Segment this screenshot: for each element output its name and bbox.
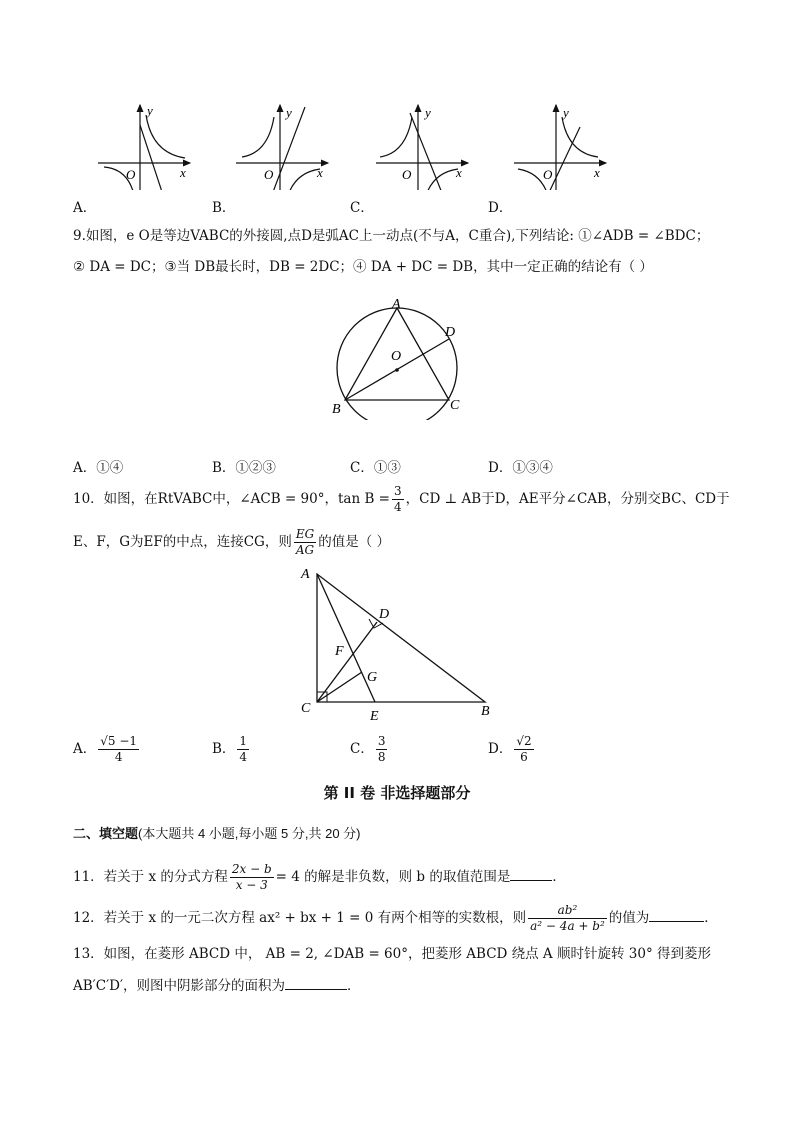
- section2-heading: 二、填空题(本大题共 4 小题,每小题 5 分,共 20 分): [73, 826, 361, 841]
- q10-label-g: G: [367, 670, 378, 685]
- svg-text:y: y: [425, 105, 431, 120]
- q9-label-c: C: [450, 398, 460, 413]
- q9-option-a[interactable]: A．①④: [73, 460, 124, 476]
- q9-circle-figure: [325, 290, 475, 420]
- graph-a-origin: O: [126, 167, 136, 182]
- svg-text:x: x: [180, 165, 186, 180]
- svg-text:x: x: [594, 165, 600, 180]
- q9-label-o: O: [391, 349, 402, 364]
- q9-option-d[interactable]: D．①③④: [488, 460, 553, 476]
- q10-triangle-figure: [295, 562, 505, 727]
- svg-text:O: O: [264, 167, 274, 182]
- q10-option-c[interactable]: C． $\frac{3}{8}$: [350, 734, 386, 764]
- part2-title: 第 II 卷 非选择题部分: [323, 784, 471, 802]
- q10-label-d: D: [379, 607, 390, 622]
- q8-option-d[interactable]: D．: [488, 200, 513, 216]
- q13-answer-blank[interactable]: [285, 977, 347, 990]
- q9-label-b: B: [332, 402, 341, 417]
- graph-d: [514, 105, 606, 190]
- q10-label-f: F: [335, 644, 344, 659]
- q10-label-c: C: [301, 701, 311, 716]
- q11-answer-blank[interactable]: [510, 868, 552, 881]
- q9-option-b[interactable]: B．①②③: [212, 460, 276, 476]
- svg-text:O: O: [402, 167, 412, 182]
- q10-label-e: E: [370, 709, 379, 724]
- q13-stem-line1: 13．如图，在菱形 ABCD 中， AB = 2, ∠DAB = 60°，把菱形 ABCD 绕点 A 顺时针旋转 30° 得到菱形: [73, 946, 711, 962]
- q13-stem-line2: AB′C′D′，则图中阴影部分的面积为 ．: [73, 978, 361, 994]
- graph-a: [98, 103, 190, 190]
- svg-text:x: x: [317, 165, 323, 180]
- q10-label-b: B: [481, 704, 490, 719]
- q10-stem-line2: E、F，G为EF的中点，连接CG，则 $\frac{EG}{AG}$ 的值是（ ）: [73, 527, 390, 557]
- svg-text:y: y: [286, 105, 292, 120]
- svg-text:y: y: [147, 103, 153, 118]
- q9-option-c[interactable]: C．①③: [350, 460, 401, 476]
- q8-option-b[interactable]: B．: [212, 200, 236, 216]
- graph-b: [236, 105, 328, 190]
- q9-label-a: A: [392, 297, 401, 312]
- q9-stem-line2: ② DA = DC；③当 DB最长时，DB = 2DC；④ DA + DC = DB，其中一定正确的结论有（ ）: [73, 259, 653, 275]
- q8-option-c[interactable]: C．: [350, 200, 374, 216]
- graph-c: [376, 105, 468, 190]
- svg-text:O: O: [543, 167, 553, 182]
- q10-stem-line1: 10．如图，在RtVABC中，∠ACB = 90°，tan B = $\frac{3}{4}$ ，CD ⊥ AB于D，AE平分∠CAB，分别交BC、CD于: [73, 484, 730, 514]
- q8-graphs: [0, 95, 794, 190]
- q10-option-a[interactable]: A． $\frac{√5 -1}{4}$: [73, 734, 138, 764]
- q12-answer-blank[interactable]: [649, 909, 704, 922]
- q8-option-a[interactable]: A．: [73, 200, 97, 216]
- q10-label-a: A: [301, 567, 310, 582]
- q10-option-b[interactable]: B． $\frac{1}{4}$: [212, 734, 248, 764]
- q12-stem: 12．若关于 x 的一元二次方程 ax² + bx + 1 = 0 有两个相等的实数根，则 $\frac{\text{ab²}}{\text{a² − 4a + b²}}$ 的值为 ．: [73, 903, 718, 933]
- q11-stem: 11．若关于 x 的分式方程 $\frac{2x - b}{x - 3}$ = 4 的解是非负数，则 b 的取值范围是 ．: [73, 862, 566, 892]
- q9-label-d: D: [445, 325, 456, 340]
- svg-text:x: x: [456, 165, 462, 180]
- q9-stem-line1: 9.如图，e O是等边VABC的外接圆,点D是弧AC上一动点(不与A，C重合),下列结论: ①∠ADB = ∠BDC；: [73, 228, 710, 244]
- q10-option-d[interactable]: D． $\frac{√2}{6}$: [488, 734, 532, 764]
- svg-text:y: y: [563, 105, 569, 120]
